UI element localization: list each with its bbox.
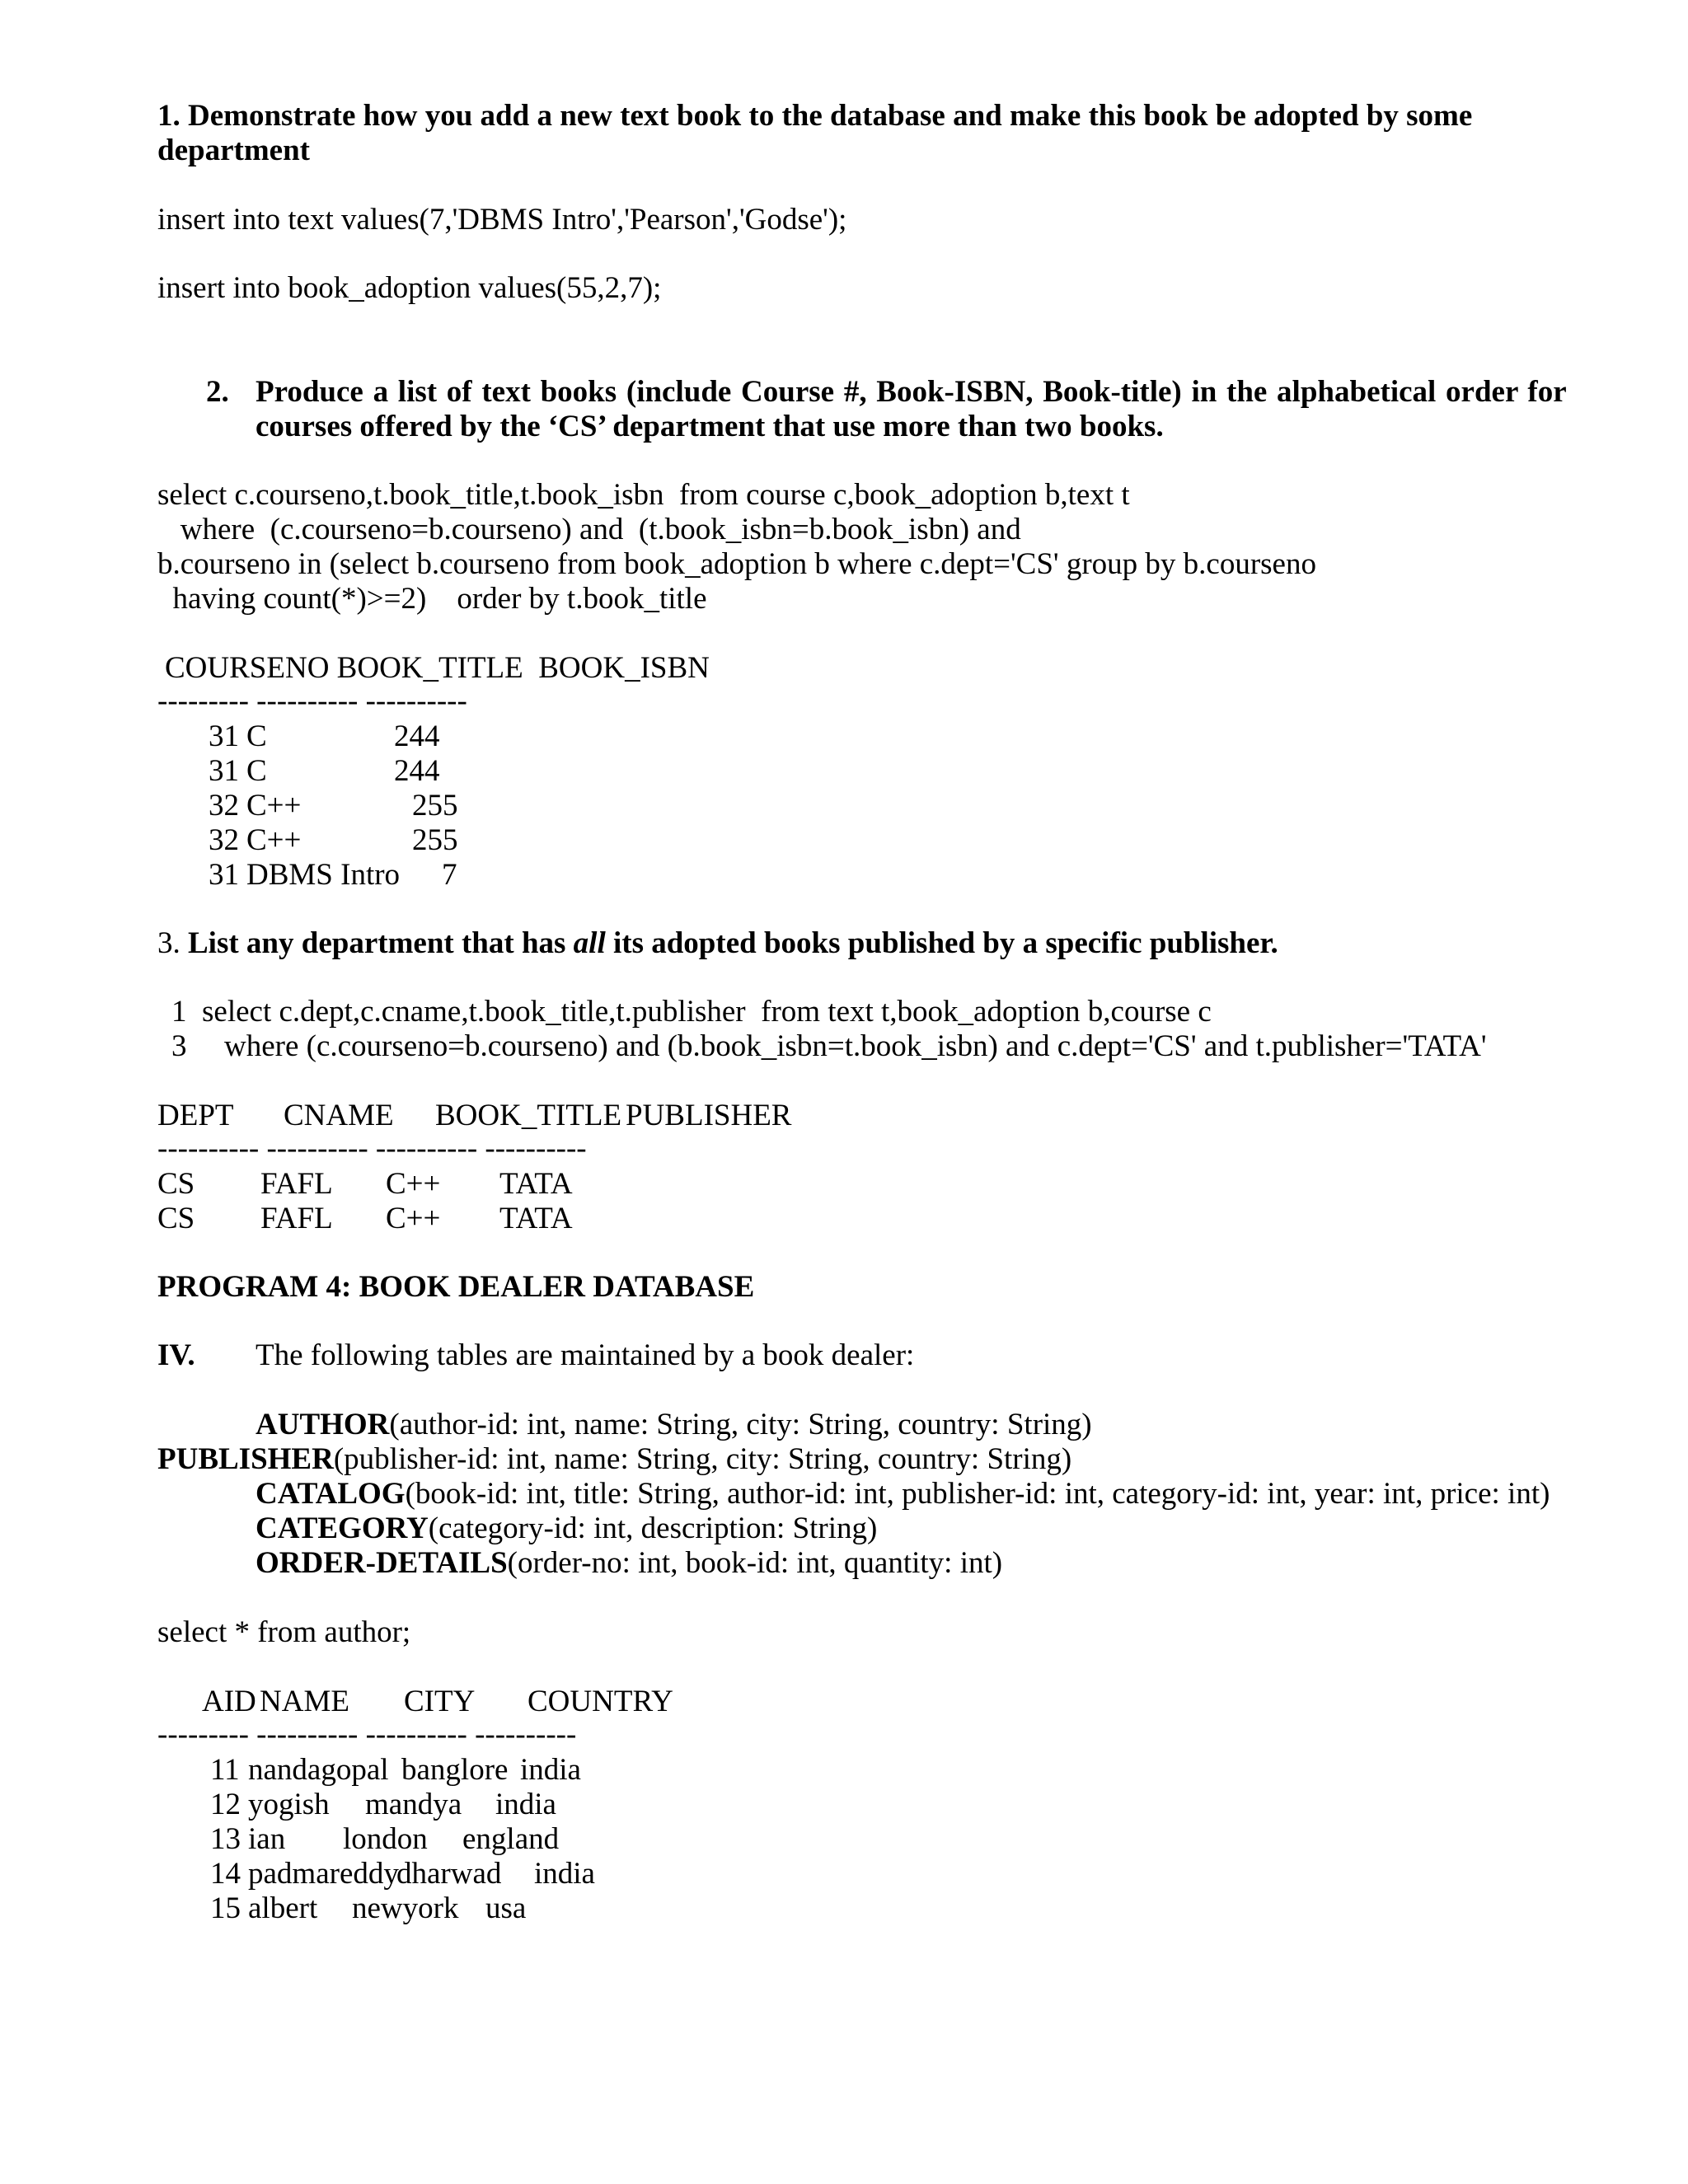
q2-number: 2. [206,375,229,409]
q3-title: C++ [386,1202,441,1235]
col-aid: AID [202,1685,256,1718]
q3-col-publisher: PUBLISHER [626,1099,792,1132]
col-country: COUNTRY [528,1685,673,1718]
q3-result-rule: ---------- ---------- ---------- ---------- [157,1132,587,1165]
q3-sql-line-number: 3 [171,1029,187,1063]
q2-courseno: 31 [209,858,239,892]
author-name: yogish [248,1788,330,1821]
q3-heading-pre: List any department that has [188,926,566,960]
q2-heading-line2: courses offered by the ‘CS’ department that use more than two books. [256,410,1164,443]
q2-result-header: COURSENO BOOK_TITLE BOOK_ISBN [165,651,710,685]
author-city: banglore [401,1753,509,1787]
q2-courseno: 31 [209,719,239,753]
q2-title: C++ [246,823,302,857]
q3-title: C++ [386,1167,441,1201]
q3-col-dept: DEPT [157,1099,234,1132]
q2-sql-line: having count(*)>=2) order by t.book_title [157,582,707,616]
q1-heading-line1: 1. Demonstrate how you add a new text book to the database and make this book be adopted by some [157,99,1473,133]
q1-sql-insert-adoption: insert into book_adoption values(55,2,7); [157,271,662,305]
table-schema: (book-id: int, title: String, author-id: int, publisher-id: int, category-id: int, year: int, price: int) [405,1477,1550,1511]
q3-col-title: BOOK_TITLE [435,1099,622,1132]
table-name: ORDER-DETAILS [256,1546,508,1580]
author-city: london [343,1822,428,1856]
author-aid: 13 [210,1822,241,1856]
program4-result-rule: --------- ---------- ---------- ---------- [157,1718,577,1751]
q2-sql-line: select c.courseno,t.book_title,t.book_isbn from course c,book_adoption b,text t [157,478,1130,512]
q3-heading-emphasis: all [573,926,606,960]
q2-courseno: 32 [209,789,239,823]
table-schema: (publisher-id: int, name: String, city: String, country: String) [333,1442,1072,1476]
author-name: nandagopal [248,1753,389,1787]
q2-title: C [246,719,267,753]
q3-col-cname: CNAME [284,1099,394,1132]
program4-roman-numeral: IV. [157,1338,195,1372]
author-country: india [520,1753,581,1787]
q2-courseno: 32 [209,823,239,857]
author-country: india [534,1857,595,1891]
table-schema: (author-id: int, name: String, city: String, country: String) [389,1408,1092,1441]
col-city: CITY [404,1685,476,1718]
author-name: ian [248,1822,286,1856]
q3-heading-post: its adopted books published by a specific publisher. [612,926,1278,960]
q2-isbn: 255 [412,789,458,823]
schema-category [256,1511,877,1546]
q3-publisher: TATA [499,1167,573,1201]
author-country: england [462,1822,560,1856]
q2-isbn: 7 [442,858,457,892]
q3-sql-line: where (c.courseno=b.courseno) and (b.book_isbn=t.book_isbn) and c.dept='CS' and t.publisher='TATA' [224,1029,1487,1063]
q1-heading-line2: department [157,134,310,167]
table-name: AUTHOR [256,1408,390,1441]
schema-publisher [157,1442,1071,1477]
table-name: CATALOG [256,1477,406,1511]
author-aid: 12 [210,1788,241,1821]
q3-dept: CS [157,1202,195,1235]
author-aid: 11 [210,1753,240,1787]
author-name: padmareddy [248,1857,399,1891]
author-country: india [495,1788,556,1821]
program4-intro: The following tables are maintained by a book dealer: [256,1338,915,1372]
q2-heading-line1: Produce a list of text books (include Course #, Book-ISBN, Book-title) in the alphabetical order for [256,375,1566,409]
author-country: usa [485,1891,527,1925]
author-aid: 15 [210,1891,241,1925]
schema-catalog [256,1477,1550,1511]
q2-isbn: 244 [394,719,440,753]
q2-title: C [246,754,267,788]
q3-cname: FAFL [260,1202,333,1235]
table-name: PUBLISHER [157,1442,334,1476]
author-city: newyork [352,1891,459,1925]
q2-result-rule: --------- ---------- ---------- [157,684,467,718]
q2-sql-line: where (c.courseno=b.courseno) and (t.book_isbn=b.book_isbn) and [157,513,1021,546]
author-name: albert [248,1891,318,1925]
schema-order-details [256,1546,1002,1581]
q3-sql-line-number: 1 [171,995,187,1029]
author-aid: 14 [210,1857,241,1891]
program4-sql: select * from author; [157,1615,411,1649]
q2-isbn: 255 [412,823,458,857]
schema-author [256,1408,1092,1442]
q2-isbn: 244 [394,754,440,788]
q3-dept: CS [157,1167,195,1201]
q2-heading [256,375,1566,444]
q3-sql-line: select c.dept,c.cname,t.book_title,t.publisher from text t,book_adoption b,course c [202,995,1212,1029]
q3-cname: FAFL [260,1167,333,1201]
table-schema: (category-id: int, description: String) [428,1511,878,1545]
q3-heading [157,926,1278,961]
q2-title: C++ [246,789,302,823]
q2-sql-line: b.courseno in (select b.courseno from book_adoption b where c.dept='CS' group by b.courseno [157,547,1316,581]
q2-courseno: 31 [209,754,239,788]
q3-number: 3. [157,926,181,960]
author-city: dharwad [396,1857,502,1891]
col-name: NAME [260,1685,349,1718]
table-schema: (order-no: int, book-id: int, quantity: int) [507,1546,1003,1580]
table-name: CATEGORY [256,1511,429,1545]
program4-title: PROGRAM 4: BOOK DEALER DATABASE [157,1270,755,1304]
author-city: mandya [365,1788,462,1821]
q1-sql-insert-text: insert into text values(7,'DBMS Intro','Pearson','Godse'); [157,203,847,237]
q3-publisher: TATA [499,1202,573,1235]
q2-title: DBMS Intro [246,858,401,892]
